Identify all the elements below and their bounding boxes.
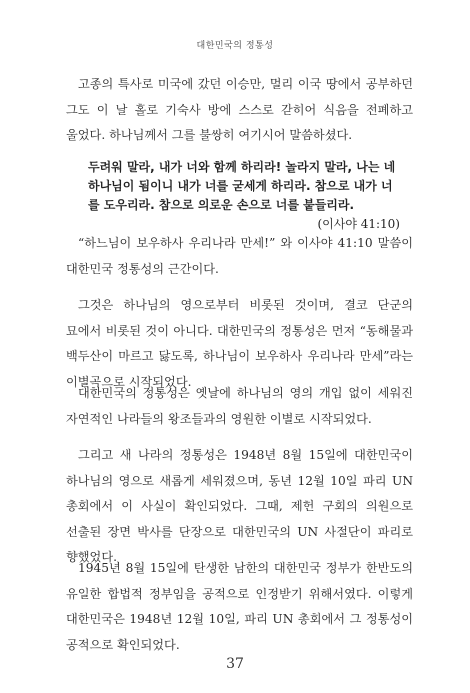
paragraph-4 — [66, 381, 413, 432]
paragraph-3-text: 그것은 하나님의 영으로부터 비롯된 것이며, 결코 단군의 묘에서 비롯된 것이 아니다. 대한민국의 정통성은 먼저 “동해물과 백두산이 마르고 닳도록, 하나님이 보우하사 우리나라 만세”라는 이별곡으로 시작되었다. — [66, 298, 413, 389]
page-number: 37 — [226, 656, 244, 672]
paragraph-6 — [66, 556, 413, 658]
paragraph-5 — [66, 443, 413, 571]
paragraph-2 — [66, 231, 413, 282]
paragraph-1 — [66, 72, 413, 149]
scripture-quote-text: 두려워 말라, 내가 너와 함께 하리라! 놀라지 말라, 나는 네 하나님이 됨이니 내가 너를 굳세게 하리라. 참으로 내가 너를 도우리라. 참으로 의로운 손으로 너를 붙들리라. — [88, 160, 396, 212]
paragraph-2-text: “하느님이 보우하사 우리나라 만세!” 와 이사야 41:10 말씀이 대한민국 정통성의 근간이다. — [66, 236, 413, 276]
paragraph-6-text: 1945년 8월 15일에 탄생한 남한의 대한민국 정부가 한반도의 유일한 합법적 정부임을 공적으로 인정받기 위해서였다. 이렇게 대한민국은 1948년 12월 10일, 파리 UN 총회에서 그 정통성이 공적으로 확인되었다. — [66, 561, 413, 652]
paragraph-3 — [66, 293, 413, 395]
paragraph-4-text: 대한민국의 정통성은 옛날에 하나님의 영의 개입 없이 세워진 자연적인 나라들의 왕조들과의 영원한 이별로 시작되었다. — [66, 386, 413, 426]
paragraph-5-text: 그리고 새 나라의 정통성은 1948년 8월 15일에 대한민국이 하나님의 영으로 새롭게 세워졌으며, 동년 12월 10일 파리 UN 총회에서 이 사실이 확인되었다. 그때, 제헌 구회의 의원으로 선출된 장면 박사를 단장으로 대한민국의 UN 사절단이 파리로 향했었다. — [66, 448, 413, 564]
scripture-reference: (이사야 41:10) — [317, 217, 400, 231]
paragraph-1-text: 고종의 특사로 미국에 갔던 이승만, 멀리 이국 땅에서 공부하던 그도 이 날 홀로 기숙사 방에 스스로 갇히어 식음을 전폐하고 울었다. 하나님께서 그를 불쌍히 여기시어 말씀하셨다. — [66, 77, 413, 142]
running-header: 대한민국의 정통성 — [196, 41, 274, 51]
scripture-quote — [88, 158, 400, 234]
